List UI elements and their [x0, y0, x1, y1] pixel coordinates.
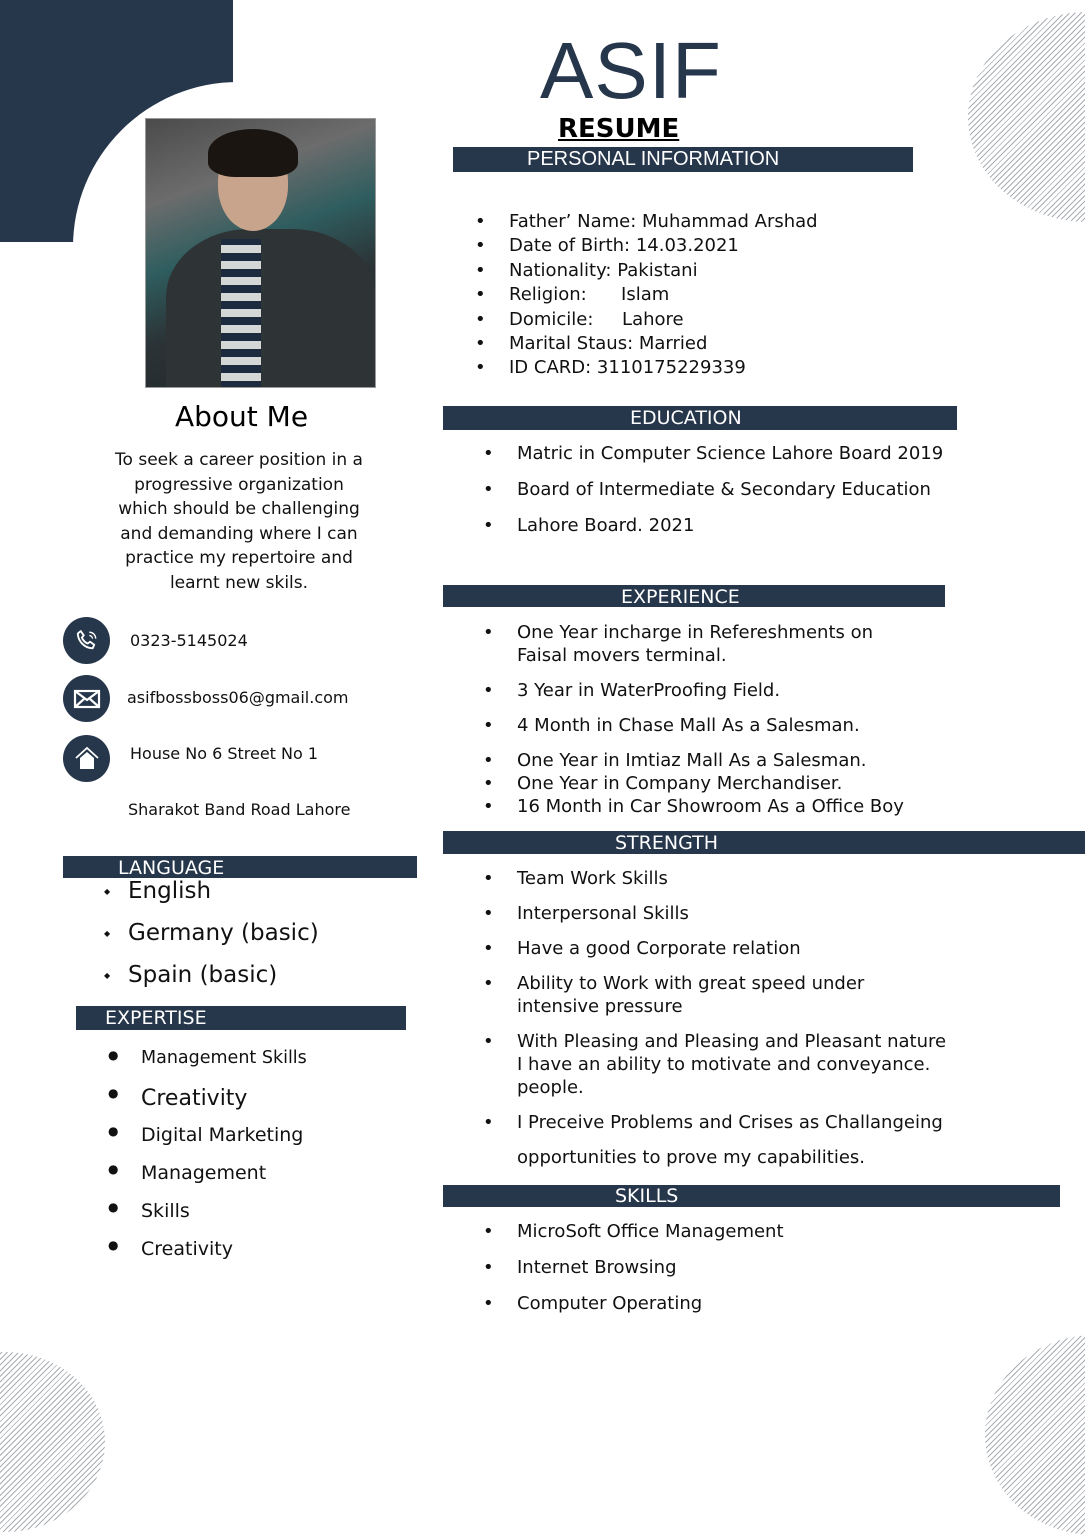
expertise-item: ● Management	[141, 1162, 307, 1200]
experience-item: • One Year incharge in Refereshments on Faisal movers terminal.	[517, 621, 917, 667]
resume-subtitle: RESUME	[558, 114, 680, 144]
education-item: • Board of Intermediate & Secondary Education	[517, 479, 943, 515]
personal-item: • Father’ Name: Muhammad Arshad	[509, 210, 818, 234]
personal-heading: PERSONAL INFORMATION	[527, 148, 780, 170]
education-heading-bar	[443, 406, 957, 430]
personal-info-list	[509, 210, 818, 381]
strength-item: • Ability to Work with great speed under intensive pressure	[517, 972, 947, 1018]
education-item: • Lahore Board. 2021	[517, 515, 943, 551]
experience-item: • 16 Month in Car Showroom As a Office Boy	[517, 795, 917, 818]
personal-item: • Religion: Islam	[509, 283, 818, 307]
resume-name: ASIF	[540, 26, 722, 115]
experience-heading-bar	[443, 585, 945, 607]
language-list	[128, 878, 319, 1004]
language-heading: LANGUAGE	[118, 857, 225, 879]
experience-item: • One Year in Imtiaz Mall As a Salesman.	[517, 749, 917, 772]
strength-list	[517, 867, 947, 1169]
language-heading-bar	[63, 856, 417, 878]
experience-item: • 3 Year in WaterProofing Field.	[517, 679, 917, 702]
email-address: asifbossboss06@gmail.com	[127, 688, 349, 707]
expertise-item: ● Digital Marketing	[141, 1124, 307, 1162]
language-item: ◆ Spain (basic)	[128, 962, 319, 1004]
home-icon	[63, 735, 110, 782]
about-title: About Me	[175, 400, 309, 433]
experience-item: • 4 Month in Chase Mall As a Salesman.	[517, 714, 917, 737]
address-line-2: Sharakot Band Road Lahore	[128, 800, 351, 819]
strength-item-continuation: opportunities to prove my capabilities.	[517, 1147, 866, 1168]
strength-heading-bar	[443, 831, 1085, 854]
personal-item: • Date of Birth: 14.03.2021	[509, 234, 818, 258]
strength-item: • I Preceive Problems and Crises as Challangeing	[517, 1111, 947, 1134]
skills-list	[517, 1221, 784, 1329]
experience-list	[517, 621, 917, 818]
skills-item: • Internet Browsing	[517, 1257, 784, 1293]
strength-item: • Team Work Skills	[517, 867, 947, 890]
strength-item: • Interpersonal Skills	[517, 902, 947, 925]
photo-shirt	[221, 239, 261, 388]
education-list	[517, 443, 943, 551]
profile-photo	[145, 118, 376, 388]
personal-item: • Marital Staus: Married	[509, 332, 818, 356]
hatched-circle-top-right	[968, 12, 1085, 222]
experience-item: • One Year in Company Merchandiser.	[517, 772, 917, 795]
skills-item: • MicroSoft Office Management	[517, 1221, 784, 1257]
expertise-heading-bar	[76, 1006, 406, 1030]
hatched-circle-bottom-right	[985, 1335, 1085, 1535]
hatched-circle-bottom-left	[0, 1352, 105, 1532]
expertise-item: ● Creativity	[141, 1086, 307, 1124]
photo-hair	[208, 129, 298, 177]
skills-heading: SKILLS	[615, 1185, 679, 1207]
expertise-item: ● Creativity	[141, 1238, 307, 1276]
personal-item: • Domicile: Lahore	[509, 308, 818, 332]
phone-number: 0323-5145024	[130, 631, 248, 650]
expertise-heading: EXPERTISE	[105, 1007, 207, 1029]
personal-item: • ID CARD: 3110175229339	[509, 356, 818, 380]
personal-heading-bar	[453, 147, 913, 172]
address-line-1: House No 6 Street No 1	[130, 744, 319, 763]
skills-heading-bar	[443, 1185, 1060, 1207]
skills-item: • Computer Operating	[517, 1293, 784, 1329]
photo-jacket	[166, 229, 376, 388]
personal-item: • Nationality: Pakistani	[509, 259, 818, 283]
strength-item: • With Pleasing and Pleasing and Pleasant nature I have an ability to motivate and conveyance. people.	[517, 1030, 947, 1099]
language-item: ◆ Germany (basic)	[128, 920, 319, 962]
expertise-list	[141, 1048, 307, 1276]
expertise-item: ● Management Skills	[141, 1048, 307, 1086]
education-heading: EDUCATION	[630, 407, 742, 429]
about-text: To seek a career position in a progressive organization which should be challenging and demanding where I can practice my repertoire and learnt new skils.	[115, 450, 363, 593]
language-item: ◆ English	[128, 878, 319, 920]
phone-icon	[63, 617, 110, 664]
education-item: • Matric in Computer Science Lahore Board 2019	[517, 443, 943, 479]
experience-heading: EXPERIENCE	[621, 586, 740, 608]
strength-heading: STRENGTH	[615, 832, 719, 854]
strength-item: • Have a good Corporate relation	[517, 937, 947, 960]
expertise-item: ● Skills	[141, 1200, 307, 1238]
mail-icon	[63, 675, 110, 722]
